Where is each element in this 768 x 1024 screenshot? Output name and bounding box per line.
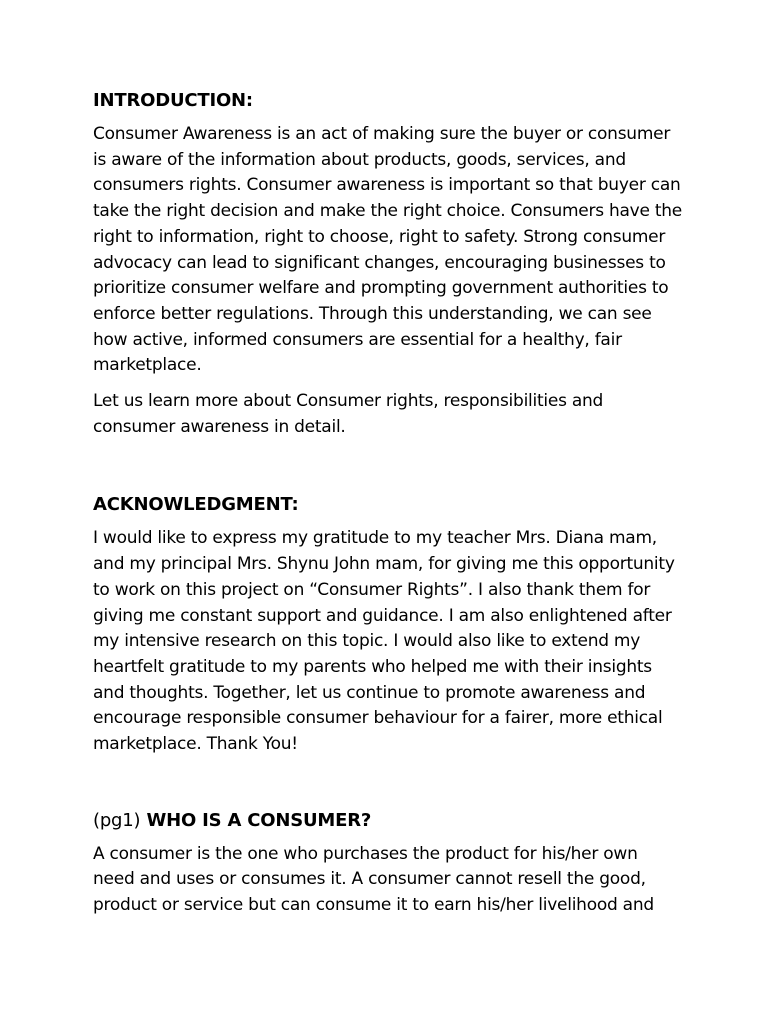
who-is-consumer-title: WHO IS A CONSUMER?	[146, 809, 372, 831]
who-is-consumer-paragraph: A consumer is the one who purchases the product for his/her own need and uses or consumes it. A consumer cannot resell the good, product or service but can consume it to earn his/her livelihood and	[93, 843, 654, 916]
page-marker: (pg1)	[93, 809, 141, 831]
acknowledgment-paragraph: I would like to express my gratitude to my teacher Mrs. Diana mam, and my principal Mrs. Shynu John mam, for giving me this opportunity to work on this project on “Consumer Rights”. I also thank them for giving me constant support and guidance. I am also enlightened after my intensive research on this topic. I would also like to extend my heartfelt gratitude to my parents who helped me with their insights and thoughts. Together, let us continue to promote awareness and encourage responsible consumer behaviour for a fairer, more ethical marketplace. Thank You!	[93, 528, 675, 755]
acknowledgment-heading: ACKNOWLEDGMENT:	[93, 494, 299, 516]
section-spacer	[93, 768, 683, 808]
introduction-heading: INTRODUCTION:	[93, 90, 253, 111]
who-is-consumer-heading	[93, 808, 683, 834]
introduction-paragraph-2: Let us learn more about Consumer rights, responsibilities and consumer awareness in detail.	[93, 391, 604, 437]
section-spacer	[93, 450, 683, 492]
introduction-paragraph-1: Consumer Awareness is an act of making sure the buyer or consumer is aware of the information about products, goods, services, and consumers rights. Consumer awareness is important so that buyer can take the right decision and make the right choice. Consumers have the right to information, right to choose, right to safety. Strong consumer advocacy can lead to significant changes, encouraging businesses to prioritize consumer welfare and prompting government authorities to enforce better regulations. Through this understanding, we can see how active, informed consumers are essential for a healthy, fair marketplace.	[93, 124, 682, 376]
document-page	[93, 88, 683, 929]
